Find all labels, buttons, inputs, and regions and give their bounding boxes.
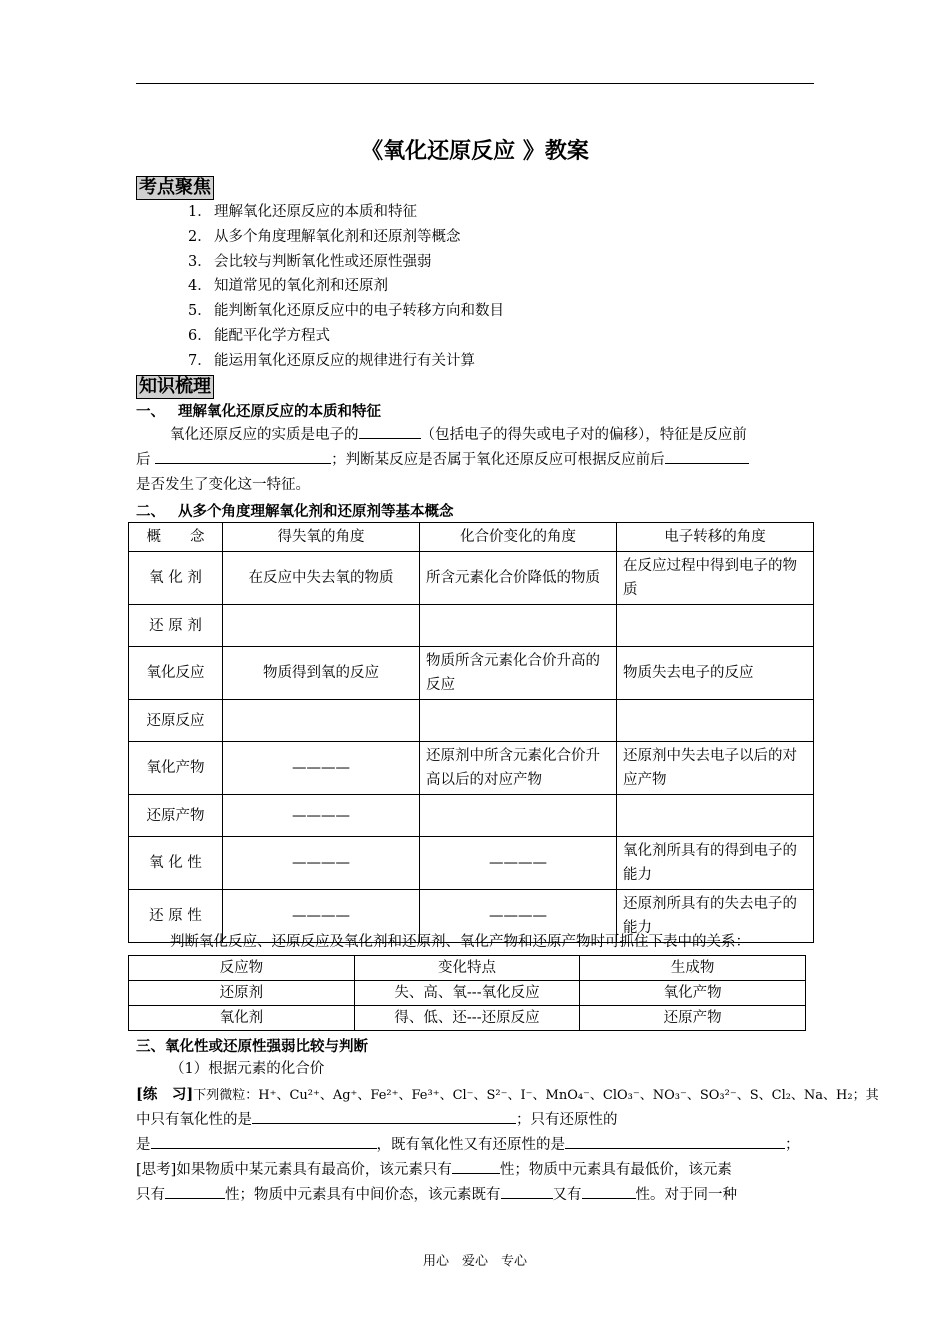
page-title: 《氧化还原反应 》教案: [361, 139, 589, 164]
section-tag-knowledge: 知识梳理: [136, 375, 214, 399]
table-row: 氧化反应 物质得到氧的反应 物质所含元素化合价升高的反应 物质失去电子的反应: [129, 647, 814, 700]
table-row: 还原剂 失、高、氧---氧化反应 氧化产物: [129, 981, 806, 1006]
list-item: 3． 会比较与判断氧化性或还原性强弱: [188, 253, 432, 270]
table-header-row: 反应物 变化特点 生成物: [129, 956, 806, 981]
list-item: 5． 能判断氧化还原反应中的电子转移方向和数目: [188, 303, 504, 320]
table-row: 还原产物 ————: [129, 795, 814, 837]
part3-heading: 三、氧化性或还原性强弱比较与判断: [136, 1039, 368, 1055]
list-item: 2． 从多个角度理解氧化剂和还原剂等概念: [188, 228, 461, 245]
table-row: 氧化产物 ———— 还原剂中所含元素化合价升高以后的对应产物 还原剂中失去电子以后的对应产物: [129, 742, 814, 795]
concept-table: [128, 522, 814, 943]
objective-list: [188, 200, 504, 374]
table-header-row: 概 念 得失氧的角度 化合价变化的角度 电子转移的角度: [129, 523, 814, 552]
list-item: 6． 能配平化学方程式: [188, 327, 330, 344]
table-row: 还 原 剂: [129, 605, 814, 647]
table-row: 还原反应: [129, 700, 814, 742]
header-rule: [136, 83, 814, 84]
list-item: 1． 理解氧化还原反应的本质和特征: [188, 204, 417, 220]
table-row: 氧 化 性 ———— ———— 氧化剂所具有的得到电子的能力: [129, 837, 814, 890]
part2-heading: 二、 从多个角度理解氧化剂和还原剂等基本概念: [136, 504, 454, 520]
page-footer: 用心 爱心 专心: [422, 1254, 527, 1269]
relation-table: [128, 955, 806, 1031]
table-row: 氧 化 剂 在反应中失去氧的物质 所含元素化合价降低的物质 在反应过程中得到电子的物质: [129, 552, 814, 605]
part1-heading: 一、 理解氧化还原反应的本质和特征: [136, 404, 381, 420]
table-row: 还 原 性 ———— ———— 还原剂所具有的失去电子的能力: [129, 890, 814, 943]
part1-paragraph: 氧化还原反应的实质是电子的 （包括电子的得失或电子对的偏移），特征是反应前 后 ；判断某反应是否属于氧化还原反应可根据反应前后 是否发生了变化这一特征。: [136, 423, 816, 498]
list-item: 4． 知道常见的氧化剂和还原剂: [188, 278, 388, 295]
part3-body: （1）根据元素的化合价 [练 习]下列微粒：H⁺、Cu²⁺、Ag⁺、Fe²⁺、Fe³⁺、Cl⁻、S²⁻、I⁻、MnO₄⁻、ClO₃⁻、NO₃⁻、SO₃²⁻、S、Cl₂、Na、H₂；其 中只有氧化性的是 ；只有还原性的 是 ，既有氧化性又有还原性的是 ； [思考]如果物质中某元素具有最高价，该元素只有 性；物质中元素具有最低价，该元素 只有 性；物质中元素具有中间价态，该元素既有 又有 性。对于同一种: [136, 1061, 879, 1203]
section-tag-focus: 考点聚焦: [136, 176, 214, 200]
list-item: 7． 能运用氧化还原反应的规律进行有关计算: [188, 352, 475, 369]
relation-note: 判断氧化反应、还原反应及氧化剂和还原剂、氧化产物和还原产物时可抓住下表中的关系：: [170, 934, 750, 950]
table-row: 氧化剂 得、低、还---还原反应 还原产物: [129, 1006, 806, 1031]
